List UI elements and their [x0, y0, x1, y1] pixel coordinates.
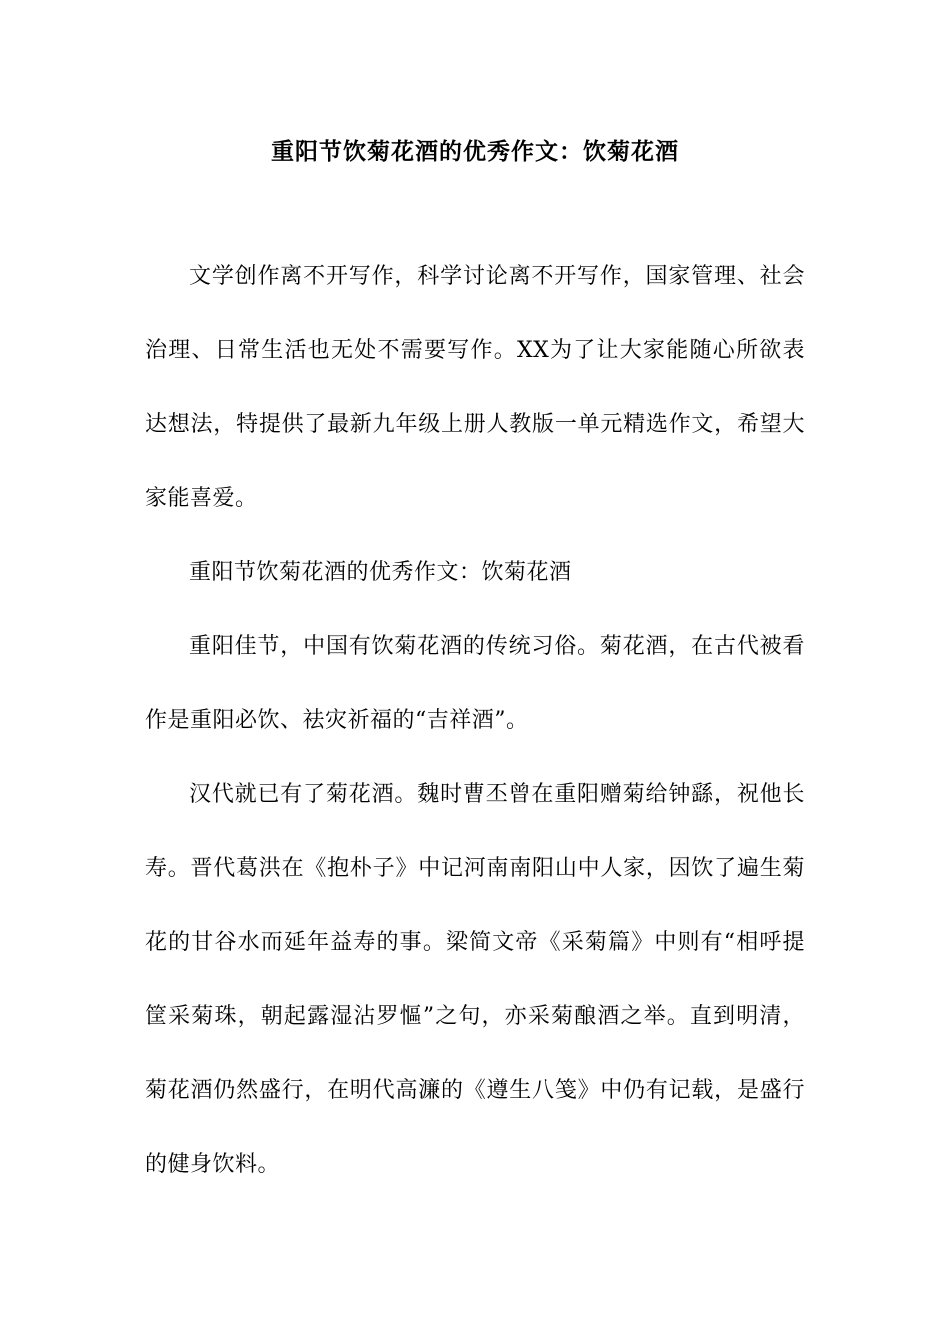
paragraph-intro: 文学创作离不开写作，科学讨论离不开写作，国家管理、社会治理、日常生活也无处不需要写作。XX为了让大家能随心所欲表达想法，特提供了最新九年级上册人教版一单元精选作文，希望大家能喜爱。: [145, 264, 805, 511]
document-title: 重阳节饮菊花酒的优秀作文：饮菊花酒: [271, 138, 679, 165]
paragraph-history: 汉代就已有了菊花酒。魏时曹丕曾在重阳赠菊给钟繇，祝他长寿。晋代葛洪在《抱朴子》中记河南南阳山中人家，因饮了遍生菊花的甘谷水而延年益寿的事。梁简文帝《采菊篇》中则有“相呼提筐采菊珠，朝起露湿沾罗慪”之句，亦采菊酿酒之举。直到明清，菊花酒仍然盛行，在明代高濂的《遵生八笺》中仍有记载，是盛行的健身饮料。: [145, 782, 805, 1177]
paragraph-custom: 重阳佳节，中国有饮菊花酒的传统习俗。菊花酒，在古代被看作是重阳必饮、祛灾祈福的“吉祥酒”。: [145, 634, 805, 733]
document-body: [145, 240, 805, 1202]
paragraph-subtitle: 重阳节饮菊花酒的优秀作文：饮菊花酒: [189, 560, 572, 585]
